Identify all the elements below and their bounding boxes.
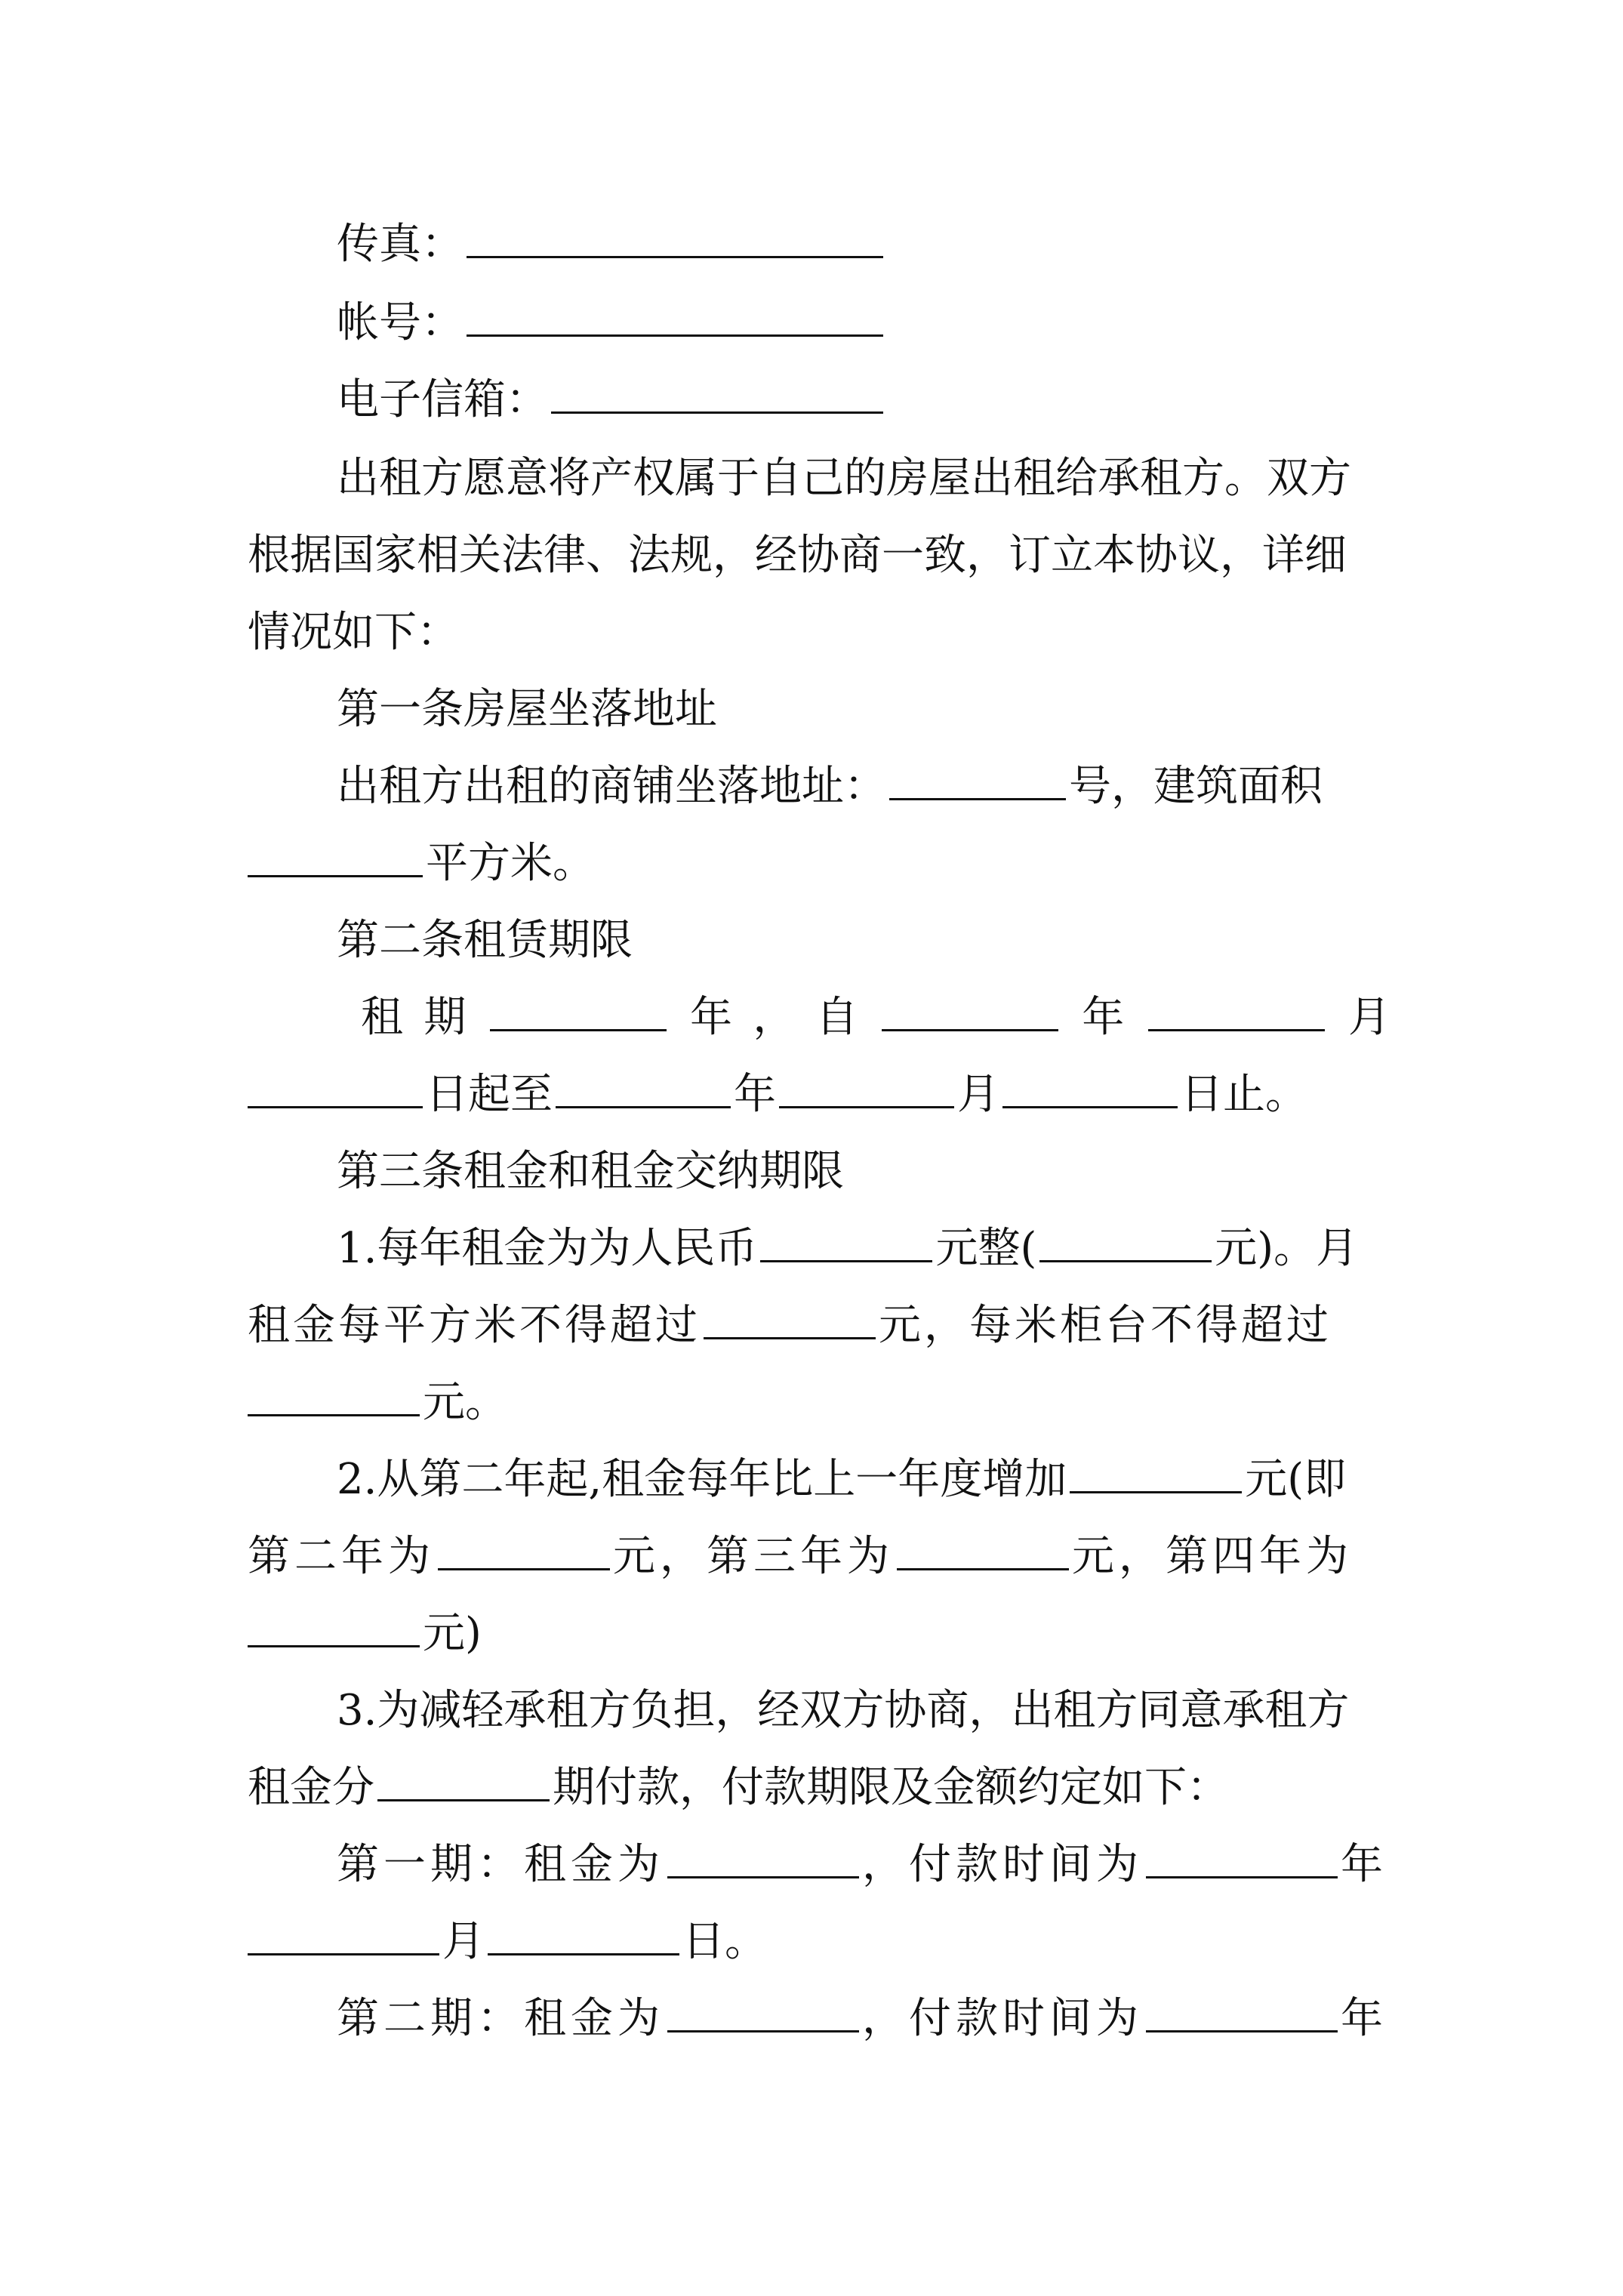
fax-label: 传真： xyxy=(337,220,463,269)
annual-rent-words-blank[interactable] xyxy=(760,1227,932,1262)
article-1-title xyxy=(248,670,1390,749)
fax-blank[interactable] xyxy=(467,223,883,258)
installment-1-rent-blank[interactable] xyxy=(667,1843,859,1878)
installment-intro-line-1 xyxy=(248,1672,1390,1750)
article-3-heading: 第三条租金和租金交纳期限 xyxy=(337,1147,844,1196)
rent-line-3 xyxy=(248,1364,1390,1442)
annual-rent-unit: 元整( xyxy=(935,1224,1037,1273)
sqm-limit-blank[interactable] xyxy=(704,1304,876,1339)
start-day-blank[interactable] xyxy=(248,1073,423,1108)
installment-1-time-label: ，付款时间为 xyxy=(862,1840,1143,1889)
intro-line-3 xyxy=(248,593,1390,672)
article-1-line-2 xyxy=(248,824,1390,903)
increase-line-3 xyxy=(248,1595,1390,1673)
annual-rent-close: 元)。月 xyxy=(1215,1224,1359,1273)
installment-count-label: 租金分 xyxy=(248,1763,374,1812)
start-month-unit: 月 xyxy=(1347,993,1390,1042)
installment-1-year-unit: 年 xyxy=(1341,1840,1383,1889)
installment-terms-label: 期付款，付款期限及金额约定如下： xyxy=(553,1763,1229,1812)
annual-rent-number-blank[interactable] xyxy=(1039,1227,1212,1262)
end-year-blank[interactable] xyxy=(556,1073,731,1108)
year-3-blank[interactable] xyxy=(897,1535,1069,1570)
installment-1-day-blank[interactable] xyxy=(488,1920,679,1955)
area-unit: 平方米。 xyxy=(426,839,595,888)
counter-limit-blank[interactable] xyxy=(248,1381,420,1416)
installment-2-rent-label: 第二期：租金为 xyxy=(337,1994,664,2043)
area-blank[interactable] xyxy=(248,842,423,877)
increase-unit: 元(即 xyxy=(1245,1455,1347,1504)
address-blank[interactable] xyxy=(889,765,1066,800)
term-char-2: 期 xyxy=(423,993,467,1042)
article-2-line-1 xyxy=(248,978,1390,1057)
end-day-blank[interactable] xyxy=(1002,1073,1178,1108)
until-label: 日起至 xyxy=(426,1070,553,1119)
installment-1-day-unit: 日。 xyxy=(682,1917,767,1966)
fax-line xyxy=(248,205,1390,284)
article-3-title xyxy=(248,1133,1390,1211)
end-day-unit: 日止。 xyxy=(1181,1070,1307,1119)
counter-limit-unit: 元。 xyxy=(423,1378,507,1427)
intro-text-1: 出租方愿意将产权属于自己的房屋出租给承租方。双方 xyxy=(337,454,1351,503)
rent-line-2 xyxy=(248,1287,1390,1365)
account-blank[interactable] xyxy=(467,301,883,337)
year-4-unit: 元) xyxy=(423,1609,482,1658)
year-4-label: 元，第四年为 xyxy=(1072,1532,1353,1581)
year-4-blank[interactable] xyxy=(248,1612,420,1647)
installment-2-year-blank[interactable] xyxy=(1146,1997,1338,2032)
increase-blank[interactable] xyxy=(1070,1458,1242,1493)
start-month-blank[interactable] xyxy=(1148,996,1325,1031)
address-label: 出租方出租的商铺坐落地址： xyxy=(337,762,886,811)
end-year-unit: 年 xyxy=(734,1070,776,1119)
installment-1-month-unit: 月 xyxy=(442,1917,485,1966)
year-2-blank[interactable] xyxy=(438,1535,610,1570)
installment-2-line-1 xyxy=(248,1980,1390,2058)
installment-1-month-blank[interactable] xyxy=(248,1920,439,1955)
email-blank[interactable] xyxy=(551,378,883,414)
intro-text-3: 情况如下： xyxy=(248,608,459,657)
account-line xyxy=(248,284,1390,362)
term-comma: ， xyxy=(753,993,796,1042)
intro-text-2: 根据国家相关法律、法规，经协商一致，订立本协议，详细 xyxy=(248,531,1347,580)
installment-intro-text: 3.为减轻承租方负担，经双方协商，出租方同意承租方 xyxy=(337,1686,1350,1735)
article-2-heading: 第二条租赁期限 xyxy=(337,916,633,965)
counter-limit-label: 元，每米柜台不得超过 xyxy=(879,1301,1332,1350)
article-2-line-2 xyxy=(248,1056,1390,1134)
installment-1-year-blank[interactable] xyxy=(1146,1843,1338,1878)
end-month-blank[interactable] xyxy=(779,1073,954,1108)
installment-2-year-unit: 年 xyxy=(1341,1994,1383,2043)
account-label: 帐号： xyxy=(337,298,463,347)
increase-line-1 xyxy=(248,1441,1390,1519)
rent-line-1 xyxy=(248,1210,1390,1288)
article-1-line-1 xyxy=(248,747,1390,826)
installment-intro-line-2 xyxy=(248,1749,1390,1827)
annual-rent-label: 1.每年租金为为人民币 xyxy=(337,1224,758,1273)
intro-line-2 xyxy=(248,516,1390,595)
increase-label: 2.从第二年起,租金每年比上一年度增加 xyxy=(337,1455,1067,1504)
email-line xyxy=(248,361,1390,439)
year-2-label: 第二年为 xyxy=(248,1532,435,1581)
start-year-blank[interactable] xyxy=(882,996,1058,1031)
term-from: 自 xyxy=(815,993,858,1042)
installment-2-time-label: ，付款时间为 xyxy=(862,1994,1143,2043)
sqm-limit-label: 租金每平方米不得超过 xyxy=(248,1301,701,1350)
article-2-title xyxy=(248,901,1390,980)
installment-count-blank[interactable] xyxy=(377,1766,550,1801)
installment-1-line-1 xyxy=(248,1826,1390,1904)
year-3-label: 元，第三年为 xyxy=(613,1532,894,1581)
article-1-heading: 第一条房屋坐落地址 xyxy=(337,685,717,734)
end-month-unit: 月 xyxy=(957,1070,999,1119)
increase-line-2 xyxy=(248,1518,1390,1596)
start-year-unit: 年 xyxy=(1082,993,1125,1042)
area-label: 号，建筑面积 xyxy=(1069,762,1323,811)
installment-2-rent-blank[interactable] xyxy=(667,1997,859,2032)
installment-1-line-2 xyxy=(248,1903,1390,1981)
term-year-unit: 年 xyxy=(689,993,732,1042)
term-char-1: 租 xyxy=(361,993,403,1042)
email-label: 电子信箱： xyxy=(337,375,548,424)
term-years-blank[interactable] xyxy=(490,996,667,1031)
installment-1-rent-label: 第一期：租金为 xyxy=(337,1840,664,1889)
intro-line-1 xyxy=(248,439,1390,518)
